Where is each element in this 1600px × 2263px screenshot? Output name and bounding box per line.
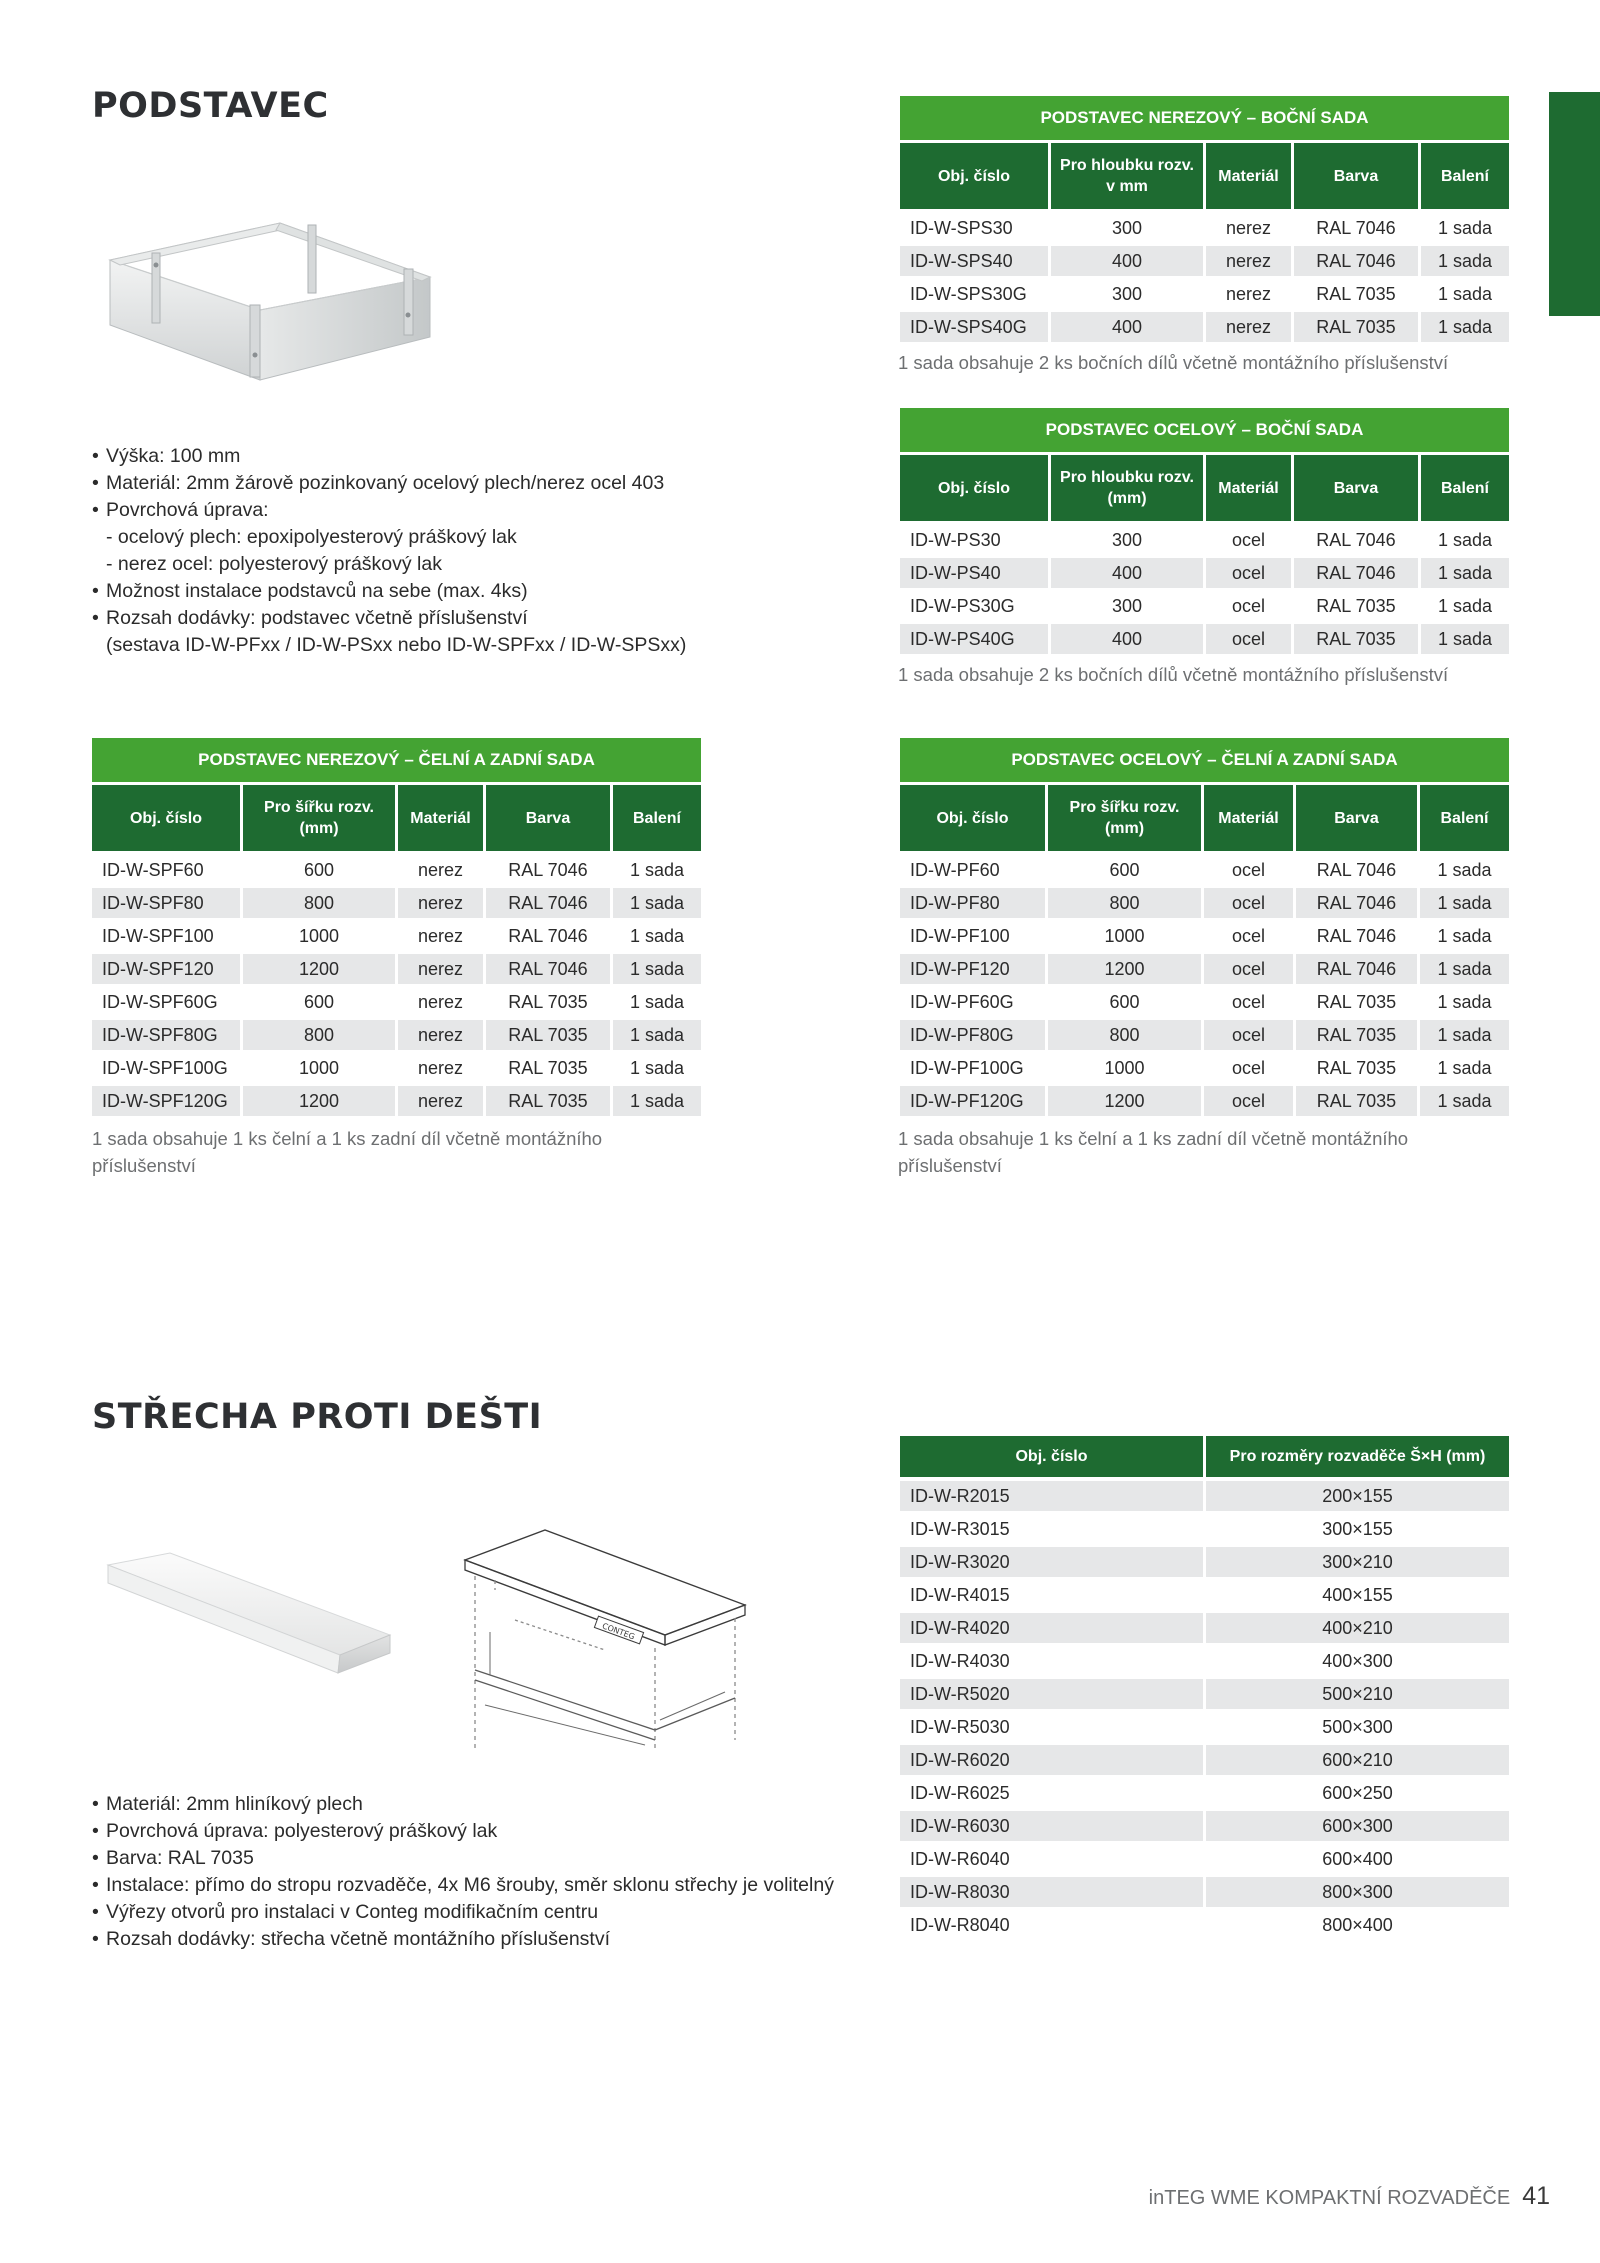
table-row [900, 1086, 1509, 1116]
cell-material: ocel [1206, 525, 1291, 555]
cell-code: ID-W-R4015 [900, 1580, 1203, 1610]
cell-color: RAL 7046 [486, 855, 610, 885]
header-baleni: Balení [613, 785, 701, 851]
table-row [900, 1481, 1509, 1511]
cell-code: ID-W-R6025 [900, 1778, 1203, 1808]
podstavec-features-list [92, 443, 686, 659]
cell-dimensions: 600×300 [1206, 1811, 1509, 1841]
cell-code: ID-W-R3015 [900, 1514, 1203, 1544]
feature-item: • Materiál: 2mm žárově pozinkovaný ocelový plech/nerez ocel 403 [92, 470, 686, 497]
table-row [92, 1053, 701, 1083]
cell-material: nerez [398, 987, 483, 1017]
table-body [900, 1481, 1509, 1940]
header-obj-cislo: Obj. číslo [92, 785, 240, 851]
cell-color: RAL 7046 [486, 954, 610, 984]
cell-package: 1 sada [1421, 558, 1509, 588]
cell-code: ID-W-PF120 [900, 954, 1045, 984]
cell-material: ocel [1204, 1053, 1293, 1083]
cell-dimensions: 600×250 [1206, 1778, 1509, 1808]
cell-code: ID-W-PF80G [900, 1020, 1045, 1050]
cell-depth: 300 [1051, 525, 1203, 555]
cell-package: 1 sada [1421, 213, 1509, 243]
header-barva: Barva [1296, 785, 1417, 851]
cell-dimensions: 800×400 [1206, 1910, 1509, 1940]
cell-material: nerez [398, 1086, 483, 1116]
cell-package: 1 sada [1421, 312, 1509, 342]
cell-code: ID-W-PF60G [900, 987, 1045, 1017]
cell-color: RAL 7046 [1294, 558, 1418, 588]
table-row [900, 1053, 1509, 1083]
table-row [900, 591, 1509, 621]
feature-item: • Barva: RAL 7035 [92, 1845, 834, 1872]
cell-package: 1 sada [613, 888, 701, 918]
feature-item: • Možnost instalace podstavců na sebe (max. 4ks) [92, 578, 686, 605]
table-row [92, 954, 701, 984]
cell-package: 1 sada [1420, 1053, 1509, 1083]
cell-code: ID-W-PS30G [900, 591, 1048, 621]
cell-material: ocel [1204, 921, 1293, 951]
table-podstavec-nerez-celni [92, 738, 701, 1119]
cell-material: nerez [1206, 312, 1291, 342]
cell-width: 800 [243, 888, 395, 918]
header-material: Materiál [1206, 143, 1291, 209]
strecha-features-list [92, 1791, 834, 1953]
cell-code: ID-W-SPF120G [92, 1086, 240, 1116]
cell-width: 600 [1048, 855, 1201, 885]
table-row [92, 888, 701, 918]
table-row [900, 279, 1509, 309]
page-footer [1149, 2182, 1550, 2211]
feature-subitem: - ocelový plech: epoxipolyesterový práškový lak [106, 526, 517, 548]
cell-code: ID-W-R5030 [900, 1712, 1203, 1742]
cell-material: ocel [1204, 888, 1293, 918]
cell-width: 800 [1048, 888, 1201, 918]
cell-code: ID-W-SPF80G [92, 1020, 240, 1050]
cell-package: 1 sada [613, 1053, 701, 1083]
cell-code: ID-W-R6040 [900, 1844, 1203, 1874]
cell-dimensions: 500×210 [1206, 1679, 1509, 1709]
table-podstavec-nerez-bocni [900, 96, 1509, 345]
cell-material: nerez [398, 855, 483, 885]
cell-code: ID-W-R8040 [900, 1910, 1203, 1940]
cell-package: 1 sada [1421, 279, 1509, 309]
cell-material: ocel [1206, 624, 1291, 654]
table-title: PODSTAVEC NEREZOVÝ – ČELNÍ A ZADNÍ SADA [92, 738, 701, 782]
cell-depth: 300 [1051, 591, 1203, 621]
cell-color: RAL 7046 [1296, 954, 1417, 984]
table-row [900, 558, 1509, 588]
cell-code: ID-W-R4030 [900, 1646, 1203, 1676]
header-rozmery: Pro rozměry rozvaděče Š×H (mm) [1206, 1436, 1509, 1477]
cell-depth: 300 [1051, 213, 1203, 243]
table-strecha [900, 1436, 1509, 1943]
cell-width: 800 [243, 1020, 395, 1050]
table-note: 1 sada obsahuje 2 ks bočních dílů včetně montážního příslušenství [898, 352, 1449, 373]
cell-code: ID-W-R6030 [900, 1811, 1203, 1841]
cell-code: ID-W-SPS40 [900, 246, 1048, 276]
cell-color: RAL 7035 [1296, 1020, 1417, 1050]
cell-code: ID-W-PF60 [900, 855, 1045, 885]
cell-code: ID-W-PS30 [900, 525, 1048, 555]
cell-code: ID-W-R2015 [900, 1481, 1203, 1511]
cell-color: RAL 7046 [1294, 246, 1418, 276]
table-row [900, 954, 1509, 984]
table-row [900, 312, 1509, 342]
cell-code: ID-W-SPF60G [92, 987, 240, 1017]
cell-dimensions: 400×155 [1206, 1580, 1509, 1610]
section-title-podstavec: PODSTAVEC [92, 86, 329, 126]
cell-width: 1200 [1048, 954, 1201, 984]
cell-depth: 400 [1051, 246, 1203, 276]
table-row [900, 246, 1509, 276]
header-barva: Barva [1294, 455, 1418, 521]
cell-dimensions: 500×300 [1206, 1712, 1509, 1742]
cell-package: 1 sada [1420, 921, 1509, 951]
table-row [900, 1778, 1509, 1808]
cell-code: ID-W-PF120G [900, 1086, 1045, 1116]
table-title: PODSTAVEC OCELOVÝ – BOČNÍ SADA [900, 408, 1509, 452]
table-header [900, 1436, 1509, 1477]
feature-item: • Výška: 100 mm [92, 443, 686, 470]
cell-material: nerez [1206, 279, 1291, 309]
feature-item-continuation: (sestava ID-W-PFxx / ID-W-PSxx nebo ID-W-SPFxx / ID-W-SPSxx) [106, 634, 687, 656]
feature-item: • Povrchová úprava: [92, 497, 686, 524]
table-row [900, 888, 1509, 918]
table-row [900, 624, 1509, 654]
cell-width: 800 [1048, 1020, 1201, 1050]
table-row [900, 1580, 1509, 1610]
table-podstavec-ocel-celni [900, 738, 1509, 1119]
table-row [900, 1910, 1509, 1940]
cell-color: RAL 7046 [1296, 888, 1417, 918]
table-row [900, 1877, 1509, 1907]
table-row [900, 1020, 1509, 1050]
table-row [900, 855, 1509, 885]
table-row [900, 921, 1509, 951]
cell-code: ID-W-SPF60 [92, 855, 240, 885]
cell-color: RAL 7046 [486, 921, 610, 951]
cell-color: RAL 7035 [1296, 987, 1417, 1017]
header-obj-cislo: Obj. číslo [900, 785, 1045, 851]
cell-dimensions: 600×400 [1206, 1844, 1509, 1874]
cell-dimensions: 800×300 [1206, 1877, 1509, 1907]
header-barva: Barva [486, 785, 610, 851]
table-row [900, 525, 1509, 555]
cell-dimensions: 200×155 [1206, 1481, 1509, 1511]
cell-package: 1 sada [1420, 1086, 1509, 1116]
header-baleni: Balení [1421, 455, 1509, 521]
cell-dimensions: 600×210 [1206, 1745, 1509, 1775]
cell-code: ID-W-PS40 [900, 558, 1048, 588]
header-obj-cislo: Obj. číslo [900, 143, 1048, 209]
cell-width: 1200 [1048, 1086, 1201, 1116]
table-row [900, 1712, 1509, 1742]
cell-color: RAL 7046 [486, 888, 610, 918]
cell-color: RAL 7035 [486, 1053, 610, 1083]
cell-width: 600 [243, 987, 395, 1017]
cell-package: 1 sada [1421, 624, 1509, 654]
cell-color: RAL 7035 [1294, 624, 1418, 654]
cell-material: nerez [398, 888, 483, 918]
cell-material: nerez [1206, 246, 1291, 276]
cell-material: ocel [1206, 558, 1291, 588]
cell-material: nerez [1206, 213, 1291, 243]
cell-width: 600 [243, 855, 395, 885]
drawing-brand-label: CONTEG [600, 1621, 637, 1642]
cell-color: RAL 7035 [486, 987, 610, 1017]
table-note: 1 sada obsahuje 2 ks bočních dílů včetně montážního příslušenství [898, 664, 1449, 685]
cell-material: nerez [398, 1020, 483, 1050]
table-row [900, 987, 1509, 1017]
table-row [900, 1613, 1509, 1643]
header-baleni: Balení [1420, 785, 1509, 851]
cell-package: 1 sada [1421, 246, 1509, 276]
cell-depth: 400 [1051, 624, 1203, 654]
header-hloubka: Pro hloubku rozv. v mm [1051, 143, 1203, 209]
feature-item: • Výřezy otvorů pro instalaci v Conteg modifikačním centru [92, 1899, 834, 1926]
cell-color: RAL 7046 [1294, 525, 1418, 555]
cell-width: 1200 [243, 1086, 395, 1116]
table-row [900, 213, 1509, 243]
cell-color: RAL 7035 [1294, 312, 1418, 342]
table-row [900, 1811, 1509, 1841]
table-row [900, 1679, 1509, 1709]
cell-package: 1 sada [1421, 591, 1509, 621]
roof-technical-drawing [455, 1520, 755, 1750]
table-row [92, 921, 701, 951]
cell-color: RAL 7046 [1296, 921, 1417, 951]
cell-color: RAL 7035 [486, 1020, 610, 1050]
cell-package: 1 sada [613, 921, 701, 951]
table-row [900, 1844, 1509, 1874]
cell-package: 1 sada [613, 954, 701, 984]
header-obj-cislo: Obj. číslo [900, 455, 1048, 521]
cell-color: RAL 7046 [1296, 855, 1417, 885]
table-row [92, 1086, 701, 1116]
cell-package: 1 sada [1420, 954, 1509, 984]
cell-dimensions: 300×155 [1206, 1514, 1509, 1544]
table-row [92, 855, 701, 885]
cell-color: RAL 7046 [1294, 213, 1418, 243]
cell-package: 1 sada [613, 855, 701, 885]
table-row [900, 1646, 1509, 1676]
cell-color: RAL 7035 [486, 1086, 610, 1116]
cell-material: ocel [1206, 591, 1291, 621]
cell-width: 1000 [1048, 1053, 1201, 1083]
cell-dimensions: 400×210 [1206, 1613, 1509, 1643]
cell-package: 1 sada [613, 1020, 701, 1050]
table-note: 1 sada obsahuje 1 ks čelní a 1 ks zadní díl včetně montážního příslušenství [92, 1128, 603, 1176]
cell-material: nerez [398, 921, 483, 951]
roof-image [100, 1545, 400, 1685]
cell-code: ID-W-PF100 [900, 921, 1045, 951]
cell-width: 1000 [243, 1053, 395, 1083]
cell-code: ID-W-SPF100G [92, 1053, 240, 1083]
feature-item: • Rozsah dodávky: střecha včetně montážního příslušenství [92, 1926, 834, 1953]
cell-material: nerez [398, 1053, 483, 1083]
cell-code: ID-W-SPS40G [900, 312, 1048, 342]
table-row [92, 987, 701, 1017]
cell-code: ID-W-PF80 [900, 888, 1045, 918]
cell-code: ID-W-R8030 [900, 1877, 1203, 1907]
cell-code: ID-W-R6020 [900, 1745, 1203, 1775]
cell-code: ID-W-R5020 [900, 1679, 1203, 1709]
cell-code: ID-W-R3020 [900, 1547, 1203, 1577]
cell-code: ID-W-SPS30G [900, 279, 1048, 309]
header-hloubka: Pro hloubku rozv. (mm) [1051, 455, 1203, 521]
table-note: 1 sada obsahuje 1 ks čelní a 1 ks zadní díl včetně montážního příslušenství [898, 1128, 1409, 1176]
header-obj-cislo: Obj. číslo [900, 1436, 1203, 1477]
table-row [900, 1514, 1509, 1544]
cell-code: ID-W-SPF120 [92, 954, 240, 984]
feature-item: • Povrchová úprava: polyesterový práškový lak [92, 1818, 834, 1845]
feature-item: • Instalace: přímo do stropu rozvaděče, 4x M6 šrouby, směr sklonu střechy je volitelný [92, 1872, 834, 1899]
table-row [900, 1547, 1509, 1577]
cell-package: 1 sada [1420, 888, 1509, 918]
cell-color: RAL 7035 [1296, 1053, 1417, 1083]
cell-width: 1200 [243, 954, 395, 984]
cell-code: ID-W-SPS30 [900, 213, 1048, 243]
cell-code: ID-W-SPF100 [92, 921, 240, 951]
cell-material: ocel [1204, 1020, 1293, 1050]
header-material: Materiál [1204, 785, 1293, 851]
cell-package: 1 sada [1420, 1020, 1509, 1050]
cell-material: ocel [1204, 1086, 1293, 1116]
page-number: 41 [1522, 2182, 1550, 2210]
cell-code: ID-W-PS40G [900, 624, 1048, 654]
header-material: Materiál [1206, 455, 1291, 521]
cell-material: nerez [398, 954, 483, 984]
table-header [900, 455, 1509, 521]
cell-width: 1000 [1048, 921, 1201, 951]
feature-subitem: - nerez ocel: polyesterový práškový lak [106, 553, 442, 575]
cell-color: RAL 7035 [1296, 1086, 1417, 1116]
cell-code: ID-W-R4020 [900, 1613, 1203, 1643]
cell-code: ID-W-SPF80 [92, 888, 240, 918]
cell-material: ocel [1204, 954, 1293, 984]
cell-color: RAL 7035 [1294, 279, 1418, 309]
cell-material: ocel [1204, 855, 1293, 885]
table-header [900, 785, 1509, 851]
cell-dimensions: 400×300 [1206, 1646, 1509, 1676]
section-side-tab [1549, 92, 1600, 316]
cell-package: 1 sada [613, 987, 701, 1017]
cell-package: 1 sada [613, 1086, 701, 1116]
cell-depth: 400 [1051, 558, 1203, 588]
table-row [92, 1020, 701, 1050]
cell-width: 600 [1048, 987, 1201, 1017]
table-header [92, 785, 701, 851]
cell-package: 1 sada [1420, 987, 1509, 1017]
header-baleni: Balení [1421, 143, 1509, 209]
table-title: PODSTAVEC OCELOVÝ – ČELNÍ A ZADNÍ SADA [900, 738, 1509, 782]
table-title: PODSTAVEC NEREZOVÝ – BOČNÍ SADA [900, 96, 1509, 140]
header-barva: Barva [1294, 143, 1418, 209]
header-material: Materiál [398, 785, 483, 851]
cell-color: RAL 7035 [1294, 591, 1418, 621]
feature-item: • Rozsah dodávky: podstavec včetně příslušenství [92, 605, 686, 632]
base-frame-image [100, 205, 460, 390]
cell-package: 1 sada [1421, 525, 1509, 555]
table-podstavec-ocel-bocni [900, 408, 1509, 657]
cell-depth: 300 [1051, 279, 1203, 309]
cell-material: ocel [1204, 987, 1293, 1017]
section-title-strecha: STŘECHA PROTI DEŠTI [92, 1397, 543, 1437]
cell-code: ID-W-PF100G [900, 1053, 1045, 1083]
feature-item: • Materiál: 2mm hliníkový plech [92, 1791, 834, 1818]
header-sirka: Pro šířku rozv. (mm) [1048, 785, 1201, 851]
table-header [900, 143, 1509, 209]
cell-width: 1000 [243, 921, 395, 951]
table-row [900, 1745, 1509, 1775]
cell-package: 1 sada [1420, 855, 1509, 885]
header-sirka: Pro šířku rozv. (mm) [243, 785, 395, 851]
footer-title: inTEG WME KOMPAKTNÍ ROZVADĚČE [1148, 2187, 1511, 2209]
cell-depth: 400 [1051, 312, 1203, 342]
cell-dimensions: 300×210 [1206, 1547, 1509, 1577]
